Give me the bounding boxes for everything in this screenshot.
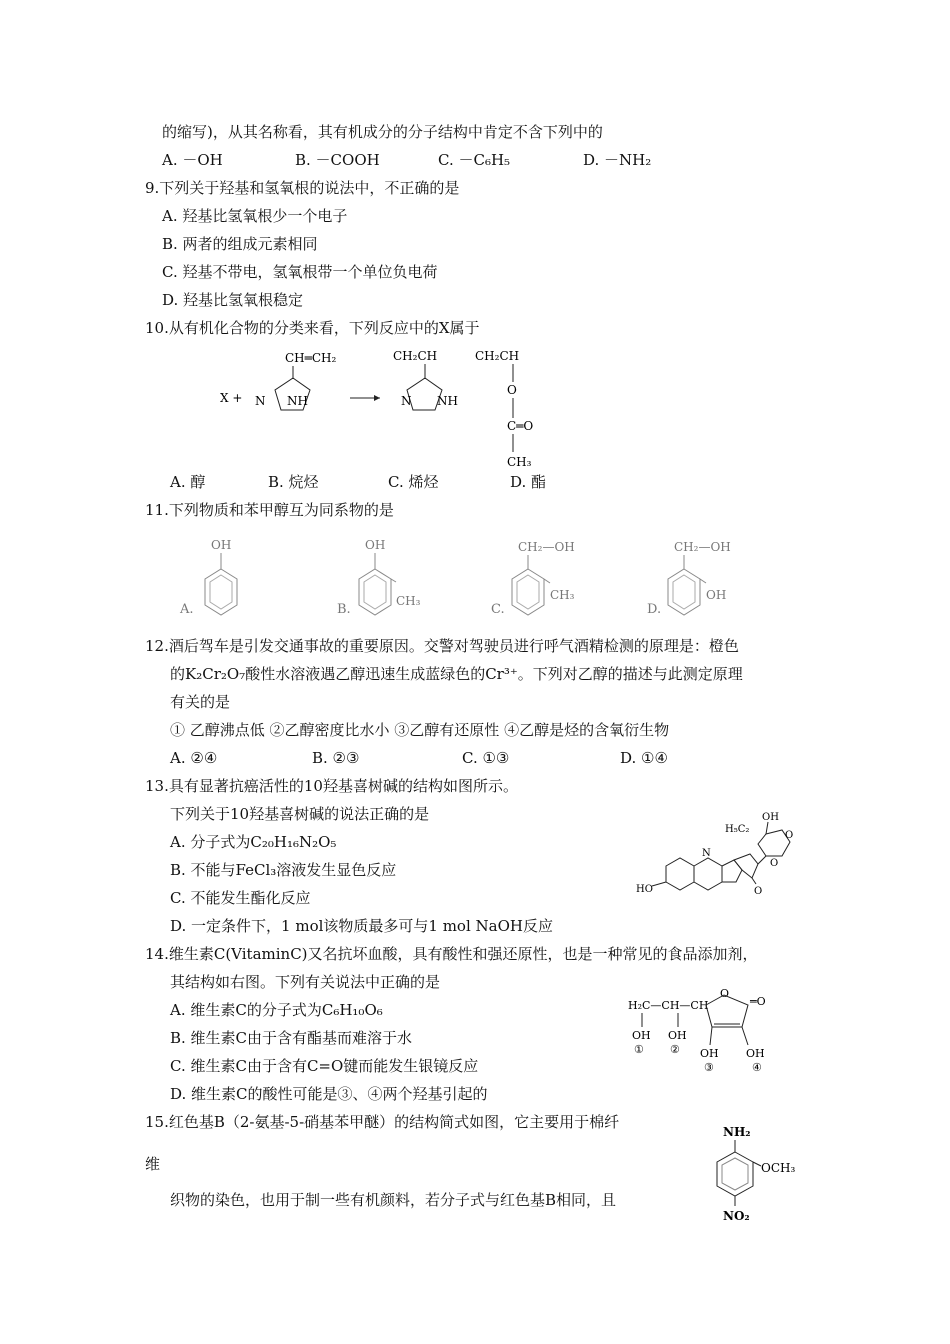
svg-text:OH: OH <box>706 588 727 602</box>
q9-option-a: A. 羟基比氢氧根少一个电子 <box>162 207 348 225</box>
q12-line-4: ① 乙醇沸点低 ②乙醇密度比水小 ③乙醇有还原性 ④乙醇是烃的含氧衍生物 <box>170 721 670 739</box>
svg-text:NH₂: NH₂ <box>723 1125 751 1139</box>
q13-stem: 13.具有显著抗癌活性的10羟基喜树碱的结构如图所示。 <box>145 777 518 795</box>
q10-co-label: C═O <box>507 419 534 433</box>
q10-option-c: C. 烯烃 <box>388 473 439 491</box>
q8-option-a: A. －OH <box>162 151 223 169</box>
q9-option-b: B. 两者的组成元素相同 <box>162 235 318 253</box>
svg-text:OH: OH <box>762 812 779 823</box>
q14-option-c: C. 维生素C由于含有C=O键而能发生银镜反应 <box>170 1057 479 1075</box>
q10-o-label: O <box>507 383 517 397</box>
q12-line-2: 的K₂Cr₂O₇酸性水溶液遇乙醇迅速生成蓝绿色的Cr³⁺。下列对乙醇的描述与此测定原理 <box>170 665 743 683</box>
q14-vitamin-c-structure <box>624 983 794 1078</box>
q12-line-3: 有关的是 <box>170 693 231 711</box>
q15-line-2: 维 <box>145 1155 161 1173</box>
q12-line-1: 12.酒后驾车是引发交通事故的重要原因。交警对驾驶员进行呼气酒精检测的原理是：橙色 <box>145 637 739 655</box>
q14-option-b: B. 维生素C由于含有酯基而难溶于水 <box>170 1029 413 1047</box>
q13-camptothecin-structure <box>630 808 810 903</box>
q10-stem: 10.从有机化合物的分类来看，下列反应中的X属于 <box>145 319 480 337</box>
q13-option-b: B. 不能与FeCl₃溶液发生显色反应 <box>170 861 397 879</box>
svg-text:CH₃: CH₃ <box>396 594 421 608</box>
svg-text:O: O <box>770 858 779 869</box>
svg-text:H₅C₂: H₅C₂ <box>725 824 750 835</box>
svg-text:OH: OH <box>746 1047 765 1060</box>
q11-structure-d <box>644 525 764 630</box>
q11-structure-b <box>332 535 442 630</box>
svg-text:④: ④ <box>752 1061 762 1074</box>
q10-option-d: D. 酯 <box>510 473 547 491</box>
q13-line-2: 下列关于10羟基喜树碱的说法正确的是 <box>170 805 430 823</box>
q9-option-d: D. 羟基比氢氧根稳定 <box>162 291 304 309</box>
q15-line-3: 织物的染色，也用于制一些有机颜料，若分子式与红色基B相同，且 <box>170 1191 617 1209</box>
q10-nh-label: NH <box>287 394 308 408</box>
q11-label-d: D. <box>647 602 662 617</box>
q11-stem: 11.下列物质和苯甲醇互为同系物的是 <box>145 501 394 519</box>
svg-text:CH₂—OH: CH₂—OH <box>518 540 575 554</box>
q10-polymer-1: CH₂CH <box>393 349 438 363</box>
q10-vinyl: CH═CH₂ <box>285 351 337 365</box>
q11-label-b: B. <box>337 602 351 617</box>
q8-option-c: C. －C₆H₅ <box>438 151 511 169</box>
svg-text:OH: OH <box>632 1029 651 1042</box>
q15-stem: 15.红色基B（2-氨基-5-硝基苯甲醚）的结构简式如图，它主要用于棉纤 <box>145 1113 620 1131</box>
svg-text:OH: OH <box>668 1029 687 1042</box>
svg-text:③: ③ <box>704 1061 714 1074</box>
q8-continuation: 的缩写)，从其名称看，其有机成分的分子结构中肯定不含下列中的 <box>162 123 603 141</box>
q10-n-label: N <box>255 394 266 408</box>
svg-text:O: O <box>785 830 794 841</box>
q10-option-a: A. 醇 <box>170 473 206 491</box>
q14-option-a: A. 维生素C的分子式为C₆H₁₀O₆ <box>170 1001 383 1019</box>
svg-text:HO: HO <box>636 884 653 895</box>
q13-option-c: C. 不能发生酯化反应 <box>170 889 311 907</box>
q11-structure-a <box>175 535 265 630</box>
q9-option-c: C. 羟基不带电，氢氧根带一个单位负电荷 <box>162 263 438 281</box>
svg-text:H₂C—CH—CH: H₂C—CH—CH <box>628 999 709 1012</box>
svg-text:②: ② <box>670 1043 680 1056</box>
q10-reaction-scheme <box>215 342 555 472</box>
q12-option-d: D. ①④ <box>620 749 668 767</box>
q14-stem: 14.维生素C(VitaminC)又名抗坏血酸，具有酸性和强还原性，也是一种常见的食品添加剂， <box>145 945 758 963</box>
svg-text:O: O <box>720 987 730 1000</box>
svg-text:OH: OH <box>365 538 386 552</box>
svg-text:N: N <box>702 848 711 859</box>
svg-text:OCH₃: OCH₃ <box>761 1161 796 1175</box>
q12-option-c: C. ①③ <box>462 749 510 767</box>
q10-ch3-label: CH₃ <box>507 455 532 469</box>
q10-n2-label: N <box>401 394 412 408</box>
q12-option-a: A. ②④ <box>170 749 218 767</box>
q13-option-d: D. 一定条件下，1 mol该物质最多可与1 mol NaOH反应 <box>170 917 553 935</box>
svg-text:O: O <box>754 886 763 897</box>
svg-text:OH: OH <box>211 538 232 552</box>
svg-text:═O: ═O <box>750 995 766 1008</box>
svg-text:NO₂: NO₂ <box>723 1209 750 1223</box>
q11-structure-c <box>488 525 608 630</box>
q11-label-a: A. <box>180 602 194 617</box>
q10-x-label: X + <box>220 391 243 405</box>
q8-option-b: B. －COOH <box>295 151 380 169</box>
svg-text:CH₃: CH₃ <box>550 588 575 602</box>
svg-text:①: ① <box>634 1043 644 1056</box>
svg-text:CH₂—OH: CH₂—OH <box>674 540 731 554</box>
q15-red-base-b-structure <box>705 1120 815 1230</box>
q14-line-2: 其结构如右图。下列有关说法中正确的是 <box>170 973 441 991</box>
q9-stem: 9.下列关于羟基和氢氧根的说法中，不正确的是 <box>145 179 460 197</box>
q8-option-d: D. －NH₂ <box>583 151 652 169</box>
q14-option-d: D. 维生素C的酸性可能是③、④两个羟基引起的 <box>170 1085 488 1103</box>
q13-option-a: A. 分子式为C₂₀H₁₆N₂O₅ <box>170 833 337 851</box>
q12-option-b: B. ②③ <box>312 749 360 767</box>
q11-label-c: C. <box>491 602 505 617</box>
q10-option-b: B. 烷烃 <box>268 473 319 491</box>
svg-text:OH: OH <box>700 1047 719 1060</box>
q10-nh2-label: NH <box>437 394 458 408</box>
q10-polymer-2: CH₂CH <box>475 349 520 363</box>
